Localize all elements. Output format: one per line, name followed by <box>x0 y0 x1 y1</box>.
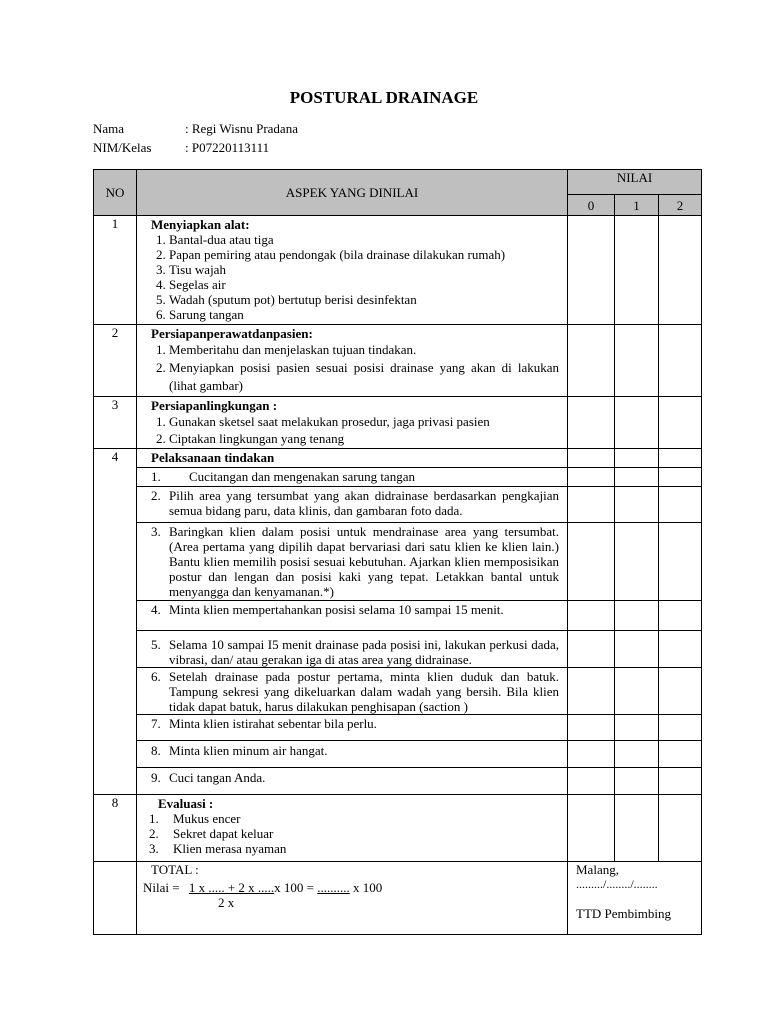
step-number: 6. <box>151 669 161 684</box>
nim-label: NIM/Kelas <box>93 140 152 155</box>
score-cell-1[interactable] <box>615 216 659 325</box>
list-item <box>149 826 559 841</box>
total-row <box>94 862 702 935</box>
score-cell-1[interactable] <box>615 449 659 468</box>
formula-denominator: 2 x <box>218 895 235 910</box>
nim-row <box>93 140 269 156</box>
score-cell-0[interactable] <box>568 768 615 795</box>
section-title: Persiapanperawatdanpasien: <box>151 326 313 341</box>
table-row <box>94 325 702 397</box>
score-cell-2[interactable] <box>659 468 702 487</box>
score-0: 0 <box>568 195 615 216</box>
score-cell-1[interactable] <box>615 397 659 449</box>
list-item: 2. Papan pemiring atau pendongak (bila drainase dilakukan rumah) <box>169 247 559 262</box>
step-text: Pilih area yang tersumbat yang akan didrainase berdasarkan pengkajian semua bidang paru, data klinis, dan gambaran foto dada. <box>169 488 559 518</box>
score-cell-2[interactable] <box>659 523 702 601</box>
score-cell-1[interactable] <box>615 741 659 768</box>
list-item: 6. Sarung tangan <box>169 307 559 322</box>
table-row <box>94 523 702 601</box>
item-list <box>151 413 559 447</box>
section-title: Pelaksanaan tindakan <box>137 449 568 468</box>
table-row <box>94 216 702 325</box>
score-cell-0[interactable] <box>568 715 615 741</box>
header-no: NO <box>94 170 137 216</box>
score-cell-1[interactable] <box>615 601 659 631</box>
table-row <box>94 795 702 862</box>
step-cell <box>137 523 568 601</box>
item-number: 2. <box>149 826 159 841</box>
table-row <box>94 468 702 487</box>
score-cell-2[interactable] <box>659 449 702 468</box>
step-text: Cuci tangan Anda. <box>169 770 266 785</box>
score-cell-2[interactable] <box>659 715 702 741</box>
score-cell-0[interactable] <box>568 216 615 325</box>
score-cell-2[interactable] <box>659 325 702 397</box>
list-item: 3. Tisu wajah <box>169 262 559 277</box>
signature-ttd: TTD Pembimbing <box>576 906 671 921</box>
section-title: Persiapanlingkungan : <box>151 398 278 413</box>
score-cell-0[interactable] <box>568 741 615 768</box>
page-title: POSTURAL DRAINAGE <box>289 88 479 107</box>
step-text: Minta klien istirahat sebentar bila perlu. <box>169 716 377 731</box>
item-number: 3. <box>149 841 159 856</box>
item-list <box>151 232 559 322</box>
list-item: 1. Memberitahu dan menjelaskan tujuan tindakan. <box>169 341 559 359</box>
step-number: 7. <box>151 716 161 731</box>
table-row <box>94 668 702 715</box>
list-item: 4. Segelas air <box>169 277 559 292</box>
score-cell-1[interactable] <box>615 325 659 397</box>
score-cell-0[interactable] <box>568 325 615 397</box>
score-cell-2[interactable] <box>659 768 702 795</box>
list-item: 5. Wadah (sputum pot) bertutup berisi desinfektan <box>169 292 559 307</box>
formula-numerator: 1 x ..... + 2 x ..... <box>188 880 275 895</box>
formula-line <box>143 880 563 895</box>
score-cell-0[interactable] <box>568 631 615 668</box>
score-cell-1[interactable] <box>615 668 659 715</box>
step-number: 5. <box>151 637 161 652</box>
score-1: 1 <box>615 195 659 216</box>
step-number: 3. <box>151 524 161 539</box>
step-text: Minta klien mempertahankan posisi selama 10 sampai 15 menit. <box>169 602 504 617</box>
nama-label: Nama <box>93 121 125 136</box>
signature-date: ........./......../........ <box>576 877 658 891</box>
step-cell <box>137 601 568 631</box>
header-row <box>94 170 702 195</box>
score-cell-1[interactable] <box>615 487 659 523</box>
item-text: Klien merasa nyaman <box>173 841 287 856</box>
score-cell-2[interactable] <box>659 668 702 715</box>
formula-prefix: Nilai = <box>143 880 180 895</box>
step-cell <box>137 768 568 795</box>
score-cell-2[interactable] <box>659 216 702 325</box>
step-number: 9. <box>151 770 161 785</box>
nama-row <box>93 121 298 137</box>
score-cell-0[interactable] <box>568 601 615 631</box>
score-cell-2[interactable] <box>659 631 702 668</box>
score-cell-0[interactable] <box>568 397 615 449</box>
score-cell-0[interactable] <box>568 795 615 862</box>
table-row <box>94 741 702 768</box>
score-cell-1[interactable] <box>615 631 659 668</box>
step-text: Selama 10 sampai I5 menit drainase pada posisi ini, lakukan perkusi dada, vibrasi, dan/ atau gerakan iga di atas area yang didrainase. <box>169 637 559 667</box>
score-cell-2[interactable] <box>659 397 702 449</box>
step-text: Minta klien minum air hangat. <box>169 743 328 758</box>
step-cell <box>137 487 568 523</box>
formula-suffix: x 100 <box>353 880 383 895</box>
signature-place: Malang, <box>576 862 619 877</box>
nama-value: : Regi Wisnu Pradana <box>185 121 298 136</box>
step-number: 8. <box>151 743 161 758</box>
table-row <box>94 768 702 795</box>
score-cell-1[interactable] <box>615 768 659 795</box>
list-item <box>149 811 559 826</box>
step-text: Setelah drainase pada postur pertama, minta klien duduk dan batuk. Tampung sekresi yang dikeluarkan dalam wadah yang bersih. Bila klien tidak dapat batuk, harus dilakukan penghisapan (saction ) <box>169 669 559 714</box>
score-cell-0[interactable] <box>568 449 615 468</box>
score-cell-0[interactable] <box>568 468 615 487</box>
table-row <box>94 397 702 449</box>
score-cell-1[interactable] <box>615 468 659 487</box>
list-item: 1. Gunakan sketsel saat melakukan prosedur, jaga privasi pasien <box>169 413 559 430</box>
aspect-cell <box>137 795 568 862</box>
header-nilai: NILAI <box>568 170 702 195</box>
row-number: 3 <box>94 397 137 449</box>
list-item: 2. Menyiapkan posisi pasien sesuai posisi drainase yang akan di lakukan (lihat gambar) <box>169 359 559 395</box>
score-cell-2[interactable] <box>659 741 702 768</box>
aspect-cell <box>137 397 568 449</box>
item-text: Mukus encer <box>173 811 241 826</box>
step-cell <box>137 631 568 668</box>
item-list <box>151 341 559 395</box>
score-2: 2 <box>659 195 702 216</box>
section-title: Evaluasi : <box>158 796 214 811</box>
step-number: 4. <box>151 602 161 617</box>
total-cell <box>137 862 568 935</box>
formula-mid: x 100 = <box>274 880 315 895</box>
aspect-cell <box>137 325 568 397</box>
score-cell-1[interactable] <box>615 795 659 862</box>
score-cell-1[interactable] <box>615 715 659 741</box>
row-number: 1 <box>94 216 137 325</box>
list-item: 1. Bantal-dua atau tiga <box>169 232 559 247</box>
score-cell-2[interactable] <box>659 487 702 523</box>
score-cell-0[interactable] <box>568 487 615 523</box>
formula-blank: .......... <box>317 880 350 895</box>
score-cell-2[interactable] <box>659 795 702 862</box>
step-cell <box>137 715 568 741</box>
step-text: Cucitangan dan mengenakan sarung tangan <box>189 469 415 484</box>
table-row <box>94 631 702 668</box>
assessment-table <box>93 169 702 935</box>
list-item: 2. Ciptakan lingkungan yang tenang <box>169 430 559 447</box>
step-number: 1. <box>151 469 161 484</box>
step-number: 2. <box>151 488 161 503</box>
row-number: 2 <box>94 325 137 397</box>
score-cell-2[interactable] <box>659 601 702 631</box>
item-number: 1. <box>149 811 159 826</box>
aspect-cell <box>137 216 568 325</box>
step-cell <box>137 468 568 487</box>
score-cell-0[interactable] <box>568 668 615 715</box>
table-row <box>94 487 702 523</box>
table-row <box>94 715 702 741</box>
total-label: TOTAL : <box>151 862 199 877</box>
row-number: 8 <box>94 795 137 862</box>
score-cell-1[interactable] <box>615 523 659 601</box>
step-text: Baringkan klien dalam posisi untuk mendrainase area yang tersumbat. (Area pertama yang dipilih dapat bervariasi dari satu klien ke klien lain.) Bantu klien memilih posisi sesuai kebutuhan. Ajarkan klien memposisikan postur dan lengan dan posisi kaki yang tepat. Letakkan bantal untuk menyangga dan kenyamanan.*) <box>169 524 559 599</box>
item-text: Sekret dapat keluar <box>173 826 274 841</box>
row-number: 4 <box>94 449 137 795</box>
signature-cell <box>568 862 702 935</box>
header-aspek: ASPEK YANG DINILAI <box>137 170 568 216</box>
step-cell <box>137 741 568 768</box>
step-cell <box>137 668 568 715</box>
section-title: Menyiapkan alat: <box>151 217 250 232</box>
nim-value: : P07220113111 <box>185 140 270 155</box>
list-item <box>149 841 559 856</box>
table-row <box>94 601 702 631</box>
empty-cell <box>94 862 137 935</box>
score-cell-0[interactable] <box>568 523 615 601</box>
table-row <box>94 449 702 468</box>
